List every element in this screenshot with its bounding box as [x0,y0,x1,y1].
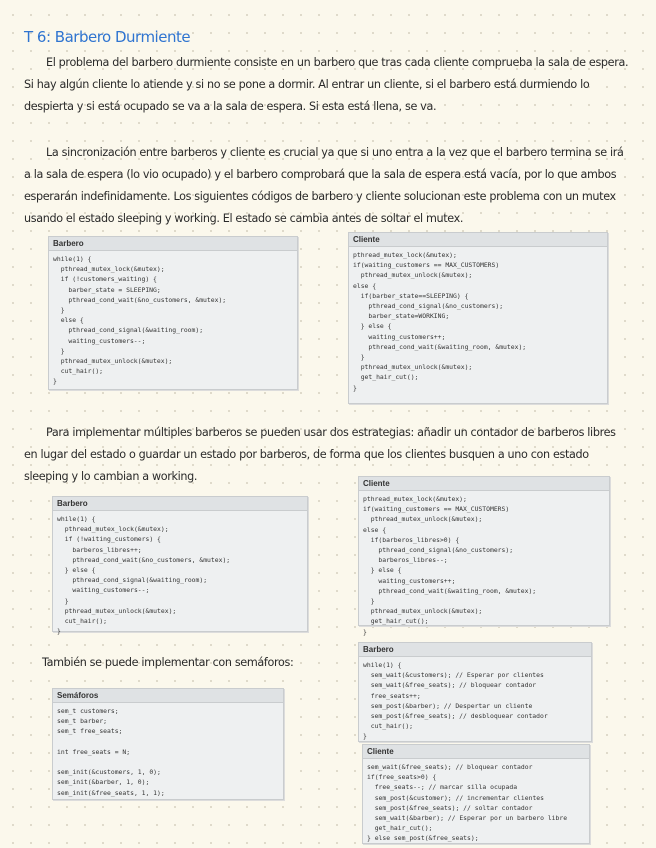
code-line: barber_state = SLEEPING; [53,285,161,294]
code-line: } [57,596,69,605]
code-line: } else { [57,566,96,575]
code-line: } [353,383,357,392]
code-line: pthread_cond_signal(&waiting_room); [53,326,204,335]
paragraph-multiple-barbers: Para implementar múltiples barberos se pueden usar dos estrategias: añadir un contador de barberos libres en lugar del estado o guardar un estado por barberos, de forma que los clientes busquen a uno con estado sleeping y lo cambian a working. [24,426,616,483]
code-line: if(barber_state==SLEEPING) { [353,291,469,300]
code-box-barbero-multi [52,496,308,636]
paragraph-synchronization: La sincronización entre barberos y cliente es crucial ya que si uno entra a la vez que el barbero termina se irá a la sala de espera (lo vio ocupado) y el barbero comprobará que la sala de espera está vacía, por lo que ambos esperarán indefinidamente. Los siguientes códigos de barbero y cliente solucionan este problema con un mutex usando el estado sleeping y working. El estado se cambia antes de soltar el mutex. [24,146,624,225]
code-block [53,511,307,639]
code-line: sem_wait(&customers); // Esperar por clientes [363,671,544,680]
code-line: sem_wait(&free_seats); // bloquear contador [363,681,537,690]
code-line: free_seats++; [363,691,421,700]
code-line: } else { [353,322,392,331]
code-line: cut_hair(); [363,722,414,731]
code-line: waiting_customers++; [363,576,456,585]
code-block [53,703,283,801]
code-box-barbero-semaforos [358,642,592,742]
code-line: cut_hair(); [57,617,108,626]
code-line: pthread_mutex_lock(&mutex); [57,525,169,534]
code-line: if(free_seats>0) { [367,773,437,782]
code-line: sem_wait(&barber); // Esperar por un barbero libre [367,814,568,823]
code-line: if(barberos_libres>0) { [363,535,460,544]
code-line: else { [53,316,84,325]
code-line: sem_post(&free_seats); // soltar contador [367,803,533,812]
code-line: pthread_cond_signal(&waiting_room); [57,576,208,585]
code-box-semaforos [52,688,284,800]
code-line: } [363,597,375,606]
code-block [349,247,607,396]
code-line: sem_t barber; [57,717,108,726]
code-line: int free_seats = N; [57,747,131,756]
code-line: if (!waiting_customers) { [57,535,161,544]
code-line: if (!customers_waiting) { [53,275,157,284]
code-line: pthread_cond_wait(&no_customers, &mutex); [57,555,231,564]
code-line: sem_init(&customers, 1, 0); [57,768,161,777]
code-line: } [53,306,65,315]
code-line: if(waiting_customers == MAX_CUSTOMERS) [353,261,500,270]
code-line: } [53,346,65,355]
code-box-cliente-semaforos [362,744,590,844]
code-line: pthread_cond_wait(&no_customers, &mutex); [53,295,227,304]
code-line: sem_t customers; [57,707,119,715]
code-line: else { [363,525,387,534]
code-line: pthread_cond_wait(&waiting_room, &mutex); [363,586,537,595]
code-box-cliente-multi [358,476,610,636]
code-line: pthread_mutex_lock(&mutex); [363,495,467,503]
code-line: pthread_cond_wait(&waiting_room, &mutex); [353,342,527,351]
code-line: else { [353,281,377,290]
code-box-header: Semáforos [53,689,283,703]
code-line: } else sem_post(&free_seats); [367,834,479,843]
code-line: sem_init(&free_seats, 1, 1); [57,788,165,797]
code-line: pthread_mutex_unlock(&mutex); [53,357,173,366]
code-line: pthread_mutex_lock(&mutex); [53,265,165,274]
code-line: pthread_mutex_lock(&mutex); [353,251,457,259]
code-line: cut_hair(); [53,367,104,376]
code-line: if(waiting_customers == MAX_CUSTOMERS) [363,505,510,514]
code-line: sem_init(&barber, 1, 0); [57,778,150,787]
code-line: pthread_mutex_unlock(&mutex); [353,363,473,372]
code-line: sem_post(&barber); // Despertar un cliente [363,701,533,710]
code-box-header: Barbero [53,497,307,511]
code-line: } [57,627,61,636]
code-line: } else { [363,566,402,575]
code-box-header: Cliente [349,233,607,247]
code-block [359,491,609,640]
code-box-header: Cliente [359,477,609,491]
code-box-header: Barbero [49,237,297,251]
code-box-cliente-mutex [348,232,608,404]
code-line: get_hair_cut(); [363,617,429,626]
code-line: sem_wait(&free_seats); // bloquear contador [367,763,533,771]
code-line: while(1) { [363,661,402,669]
code-line: pthread_cond_signal(&no_customers); [363,546,514,555]
code-line: sem_t free_seats; [57,727,123,736]
code-line: pthread_mutex_unlock(&mutex); [363,607,483,616]
code-box-barbero-mutex [48,236,298,390]
code-line: waiting_customers++; [353,332,446,341]
code-line: pthread_cond_signal(&no_customers); [353,302,504,311]
code-box-header: Cliente [363,745,589,759]
code-line: barberos_libres++; [57,545,142,554]
code-line: } [353,353,365,362]
code-line: barber_state=WORKING; [353,312,450,321]
code-line: while(1) { [53,255,92,263]
code-line: get_hair_cut(); [367,824,433,833]
code-line: pthread_mutex_unlock(&mutex); [363,515,483,524]
code-line: sem_post(&free_seats); // desbloquear contador [363,712,548,721]
code-line: sem_post(&customer); // incrementar clientes [367,793,544,802]
code-block [359,657,591,745]
paragraph-intro: El problema del barbero durmiente consiste en un barbero que tras cada cliente comprueba la sala de espera. Si hay algún cliente lo atiende y si no se pone a dormir. Al entrar un cliente, si el barbero está durmiendo lo despierta y si está ocupado se va a la sala de espera. Si esta está llena, se va. [24,56,629,113]
code-block [363,759,589,847]
code-line: pthread_mutex_unlock(&mutex); [353,271,473,280]
code-line: waiting_customers--; [57,586,150,595]
code-line: } [363,732,367,741]
code-box-header: Barbero [359,643,591,657]
code-line: barberos_libres--; [363,556,448,565]
code-block [49,251,297,390]
paragraph-semaphores: También se puede implementar con semáforos: [42,656,294,669]
code-line: pthread_mutex_unlock(&mutex); [57,606,177,615]
page-title: T 6: Barbero Durmiente [24,28,191,46]
code-line: free_seats--; // marcar silla ocupada [367,783,518,792]
code-line: waiting_customers--; [53,336,146,345]
code-line: } [53,377,57,386]
code-line: get_hair_cut(); [353,373,419,382]
code-line: while(1) { [57,515,96,523]
code-line: } [363,627,367,636]
